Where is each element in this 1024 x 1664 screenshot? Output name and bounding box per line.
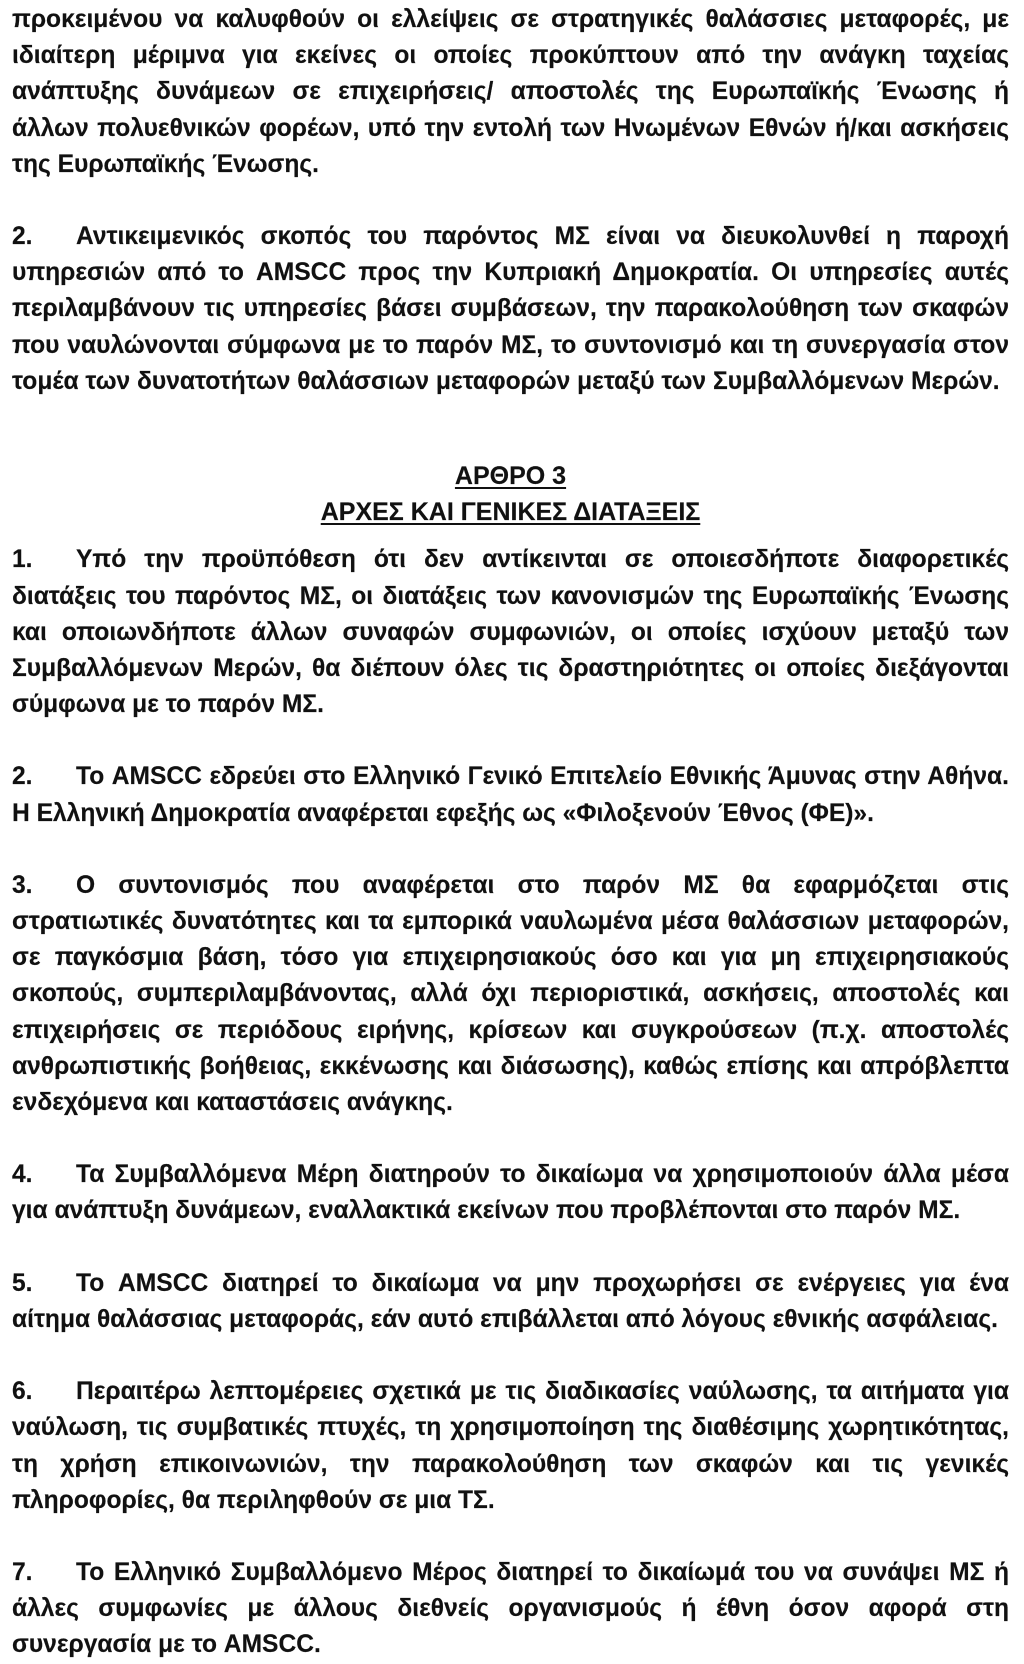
item-text: Τα Συμβαλλόμενα Μέρη διατηρούν το δικαίωμα να χρησιμοποιούν άλλα μέσα για ανάπτυξη δυνάμεων, εναλλακτικά εκείνων που προβλέπονται στο παρόν ΜΣ. — [12, 1161, 1009, 1225]
article3-item-7 — [12, 1555, 1009, 1664]
article-title: ΑΡΘΡΟ 3 — [454, 462, 567, 491]
article-subtitle: ΑΡΧΕΣ ΚΑΙ ΓΕΝΙΚΕΣ ΔΙΑΤΑΞΕΙΣ — [320, 498, 701, 527]
article3-item-6 — [12, 1374, 1009, 1519]
document-page — [12, 2, 1009, 1664]
article3-item-4 — [12, 1157, 1009, 1229]
intro-paragraph — [12, 2, 1009, 183]
item-number: 7. — [12, 1558, 33, 1586]
article2-item-2 — [12, 219, 1009, 400]
article3-item-2 — [12, 759, 1009, 831]
article3-item-3 — [12, 868, 1009, 1121]
item-text: Το Ελληνικό Συμβαλλόμενο Μέρος διατηρεί το δικαίωμά του να συνάψει ΜΣ ή άλλες συμφωνίες με άλλους διεθνείς οργανισμούς ή έθνη όσον αφορά στη συνεργασία με το AMSCC. — [12, 1558, 1009, 1659]
article-heading — [12, 458, 1009, 530]
item-number: 2. — [12, 763, 33, 791]
item-text: Ο συντονισμός που αναφέρεται στο παρόν ΜΣ θα εφαρμόζεται στις στρατιωτικές δυνατότητες και τα εμπορικά ναυλωμένα μέσα θαλάσσιων μεταφορών, σε παγκόσμια βάση, τόσο για επιχειρησιακούς όσο και για μη επιχειρησιακούς σκοπούς, συμπεριλαμβάνοντας, αλλά όχι περιοριστικά, ασκήσεις, αποστολές και επιχειρήσεις σε περιόδους ειρήνης, κρίσεων και συγκρούσεων (π.χ. αποστολές ανθρωπιστικής βοήθειας, εκκένωσης και διάσωσης), καθώς επίσης και απρόβλεπτα ενδεχόμενα και καταστάσεις ανάγκης. — [12, 871, 1009, 1117]
item-number: 2. — [12, 223, 33, 251]
item-number: 3. — [12, 871, 33, 899]
item-text: Αντικειμενικός σκοπός του παρόντος ΜΣ είναι να διευκολυνθεί η παροχή υπηρεσιών από το AMSCC προς την Κυπριακή Δημοκρατία. Οι υπηρεσίες αυτές περιλαμβάνουν τις υπηρεσίες βάσει συμβάσεων, την παρακολούθηση των σκαφών που ναυλώνονται σύμφωνα με το παρόν ΜΣ, το συντονισμό και τη συνεργασία στον τομέα των δυνατοτήτων θαλάσσιων μεταφορών μεταξύ των Συμβαλλόμενων Μερών. — [12, 223, 1009, 395]
intro-text: προκειμένου να καλυφθούν οι ελλείψεις σε στρατηγικές θαλάσσιες μεταφορές, με ιδιαίτερη μέριμνα για εκείνες οι οποίες προκύπτουν από την ανάγκη ταχείας ανάπτυξης δυνάμεων σε επιχειρήσεις/ αποστολές της Ευρωπαϊκής Ένωσης ή άλλων πολυεθνικών φορέων, υπό την εντολή των Ηνωμένων Εθνών ή/και ασκήσεις της Ευρωπαϊκής Ένωσης. — [12, 6, 1009, 178]
item-number: 5. — [12, 1269, 33, 1297]
item-text: Το AMSCC εδρεύει στο Ελληνικό Γενικό Επιτελείο Εθνικής Άμυνας στην Αθήνα. Η Ελληνική Δημοκρατία αναφέρεται εφεξής ως «Φιλοξενούν Έθνος (ΦΕ)». — [12, 763, 1009, 827]
item-number: 6. — [12, 1378, 33, 1406]
article3-item-5 — [12, 1266, 1009, 1338]
item-number: 1. — [12, 546, 33, 574]
item-number: 4. — [12, 1161, 33, 1189]
item-text: Υπό την προϋπόθεση ότι δεν αντίκεινται σε οποιεσδήποτε διαφορετικές διατάξεις του παρόντος ΜΣ, οι διατάξεις των κανονισμών της Ευρωπαϊκής Ένωσης και οποιωνδήποτε άλλων συναφών συμφωνιών, οι οποίες ισχύουν μεταξύ των Συμβαλλόμενων Μερών, θα διέπουν όλες τις δραστηριότητες οι οποίες διεξάγονται σύμφωνα με το παρόν ΜΣ. — [12, 546, 1009, 719]
article3-item-1 — [12, 542, 1009, 723]
item-text: Περαιτέρω λεπτομέρειες σχετικά με τις διαδικασίες ναύλωσης, τα αιτήματα για ναύλωση, τις συμβατικές πτυχές, τη χρησιμοποίηση της διαθέσιμης χωρητικότητας, τη χρήση επικοινωνιών, την παρακολούθηση των σκαφών και τις γενικές πληροφορίες, θα περιληφθούν σε μια ΤΣ. — [12, 1378, 1009, 1514]
item-text: Το AMSCC διατηρεί το δικαίωμα να μην προχωρήσει σε ενέργειες για ένα αίτημα θαλάσσιας μεταφοράς, εάν αυτό επιβάλλεται από λόγους εθνικής ασφάλειας. — [12, 1269, 1009, 1333]
